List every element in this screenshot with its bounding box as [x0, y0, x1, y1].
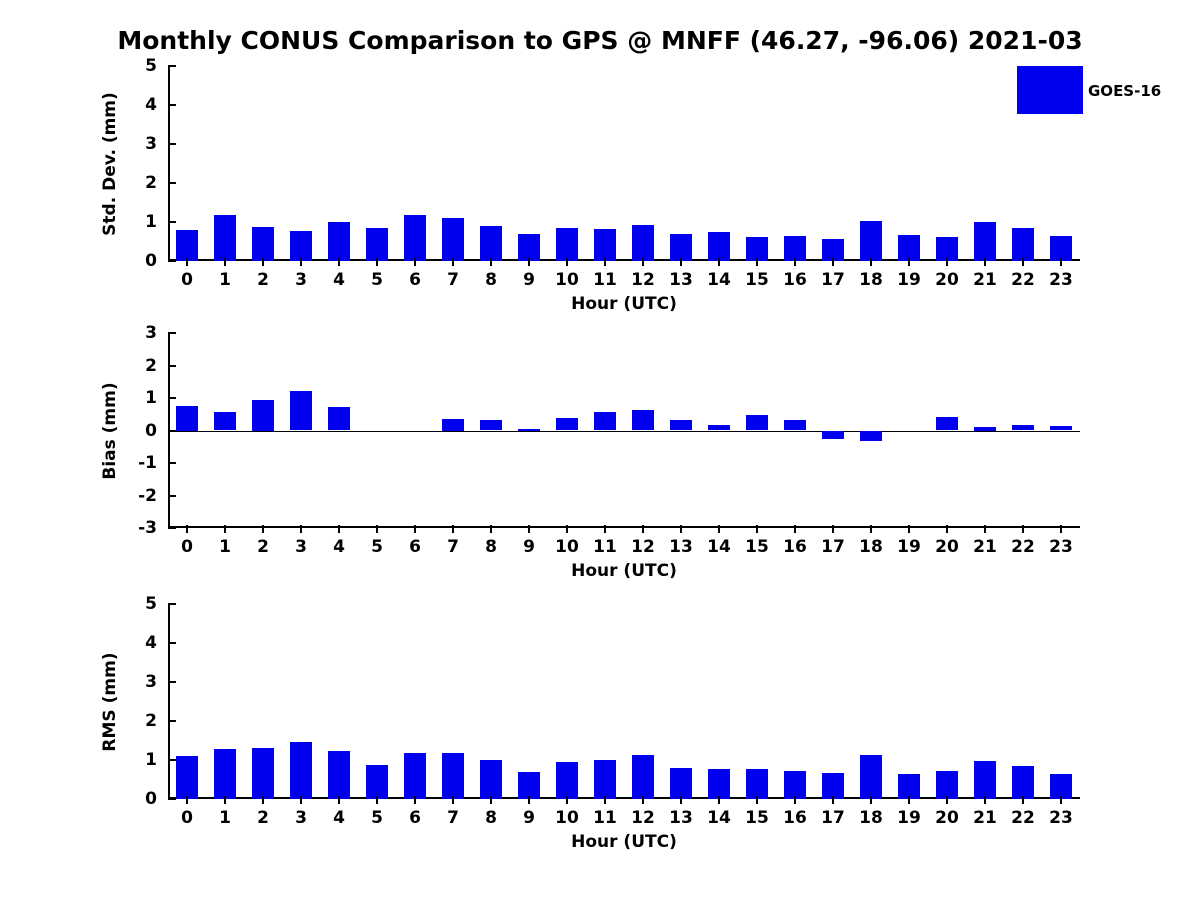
bar-rms-2: [252, 748, 274, 799]
y-tick-mark-std-dev: [168, 182, 176, 184]
x-tick-mark-bias: [224, 525, 226, 533]
x-tick-mark-std-dev: [984, 258, 986, 266]
page-title: Monthly CONUS Comparison to GPS @ MNFF (46.27, -96.06) 2021-03: [117, 26, 1083, 55]
x-tick-label-rms: 22: [1011, 808, 1035, 828]
bar-rms-9: [518, 772, 540, 799]
y-tick-label-std-dev: 3: [145, 134, 157, 154]
x-tick-mark-rms: [528, 796, 530, 804]
bar-bias-17: [822, 431, 844, 439]
x-tick-mark-rms: [946, 796, 948, 804]
x-tick-mark-bias: [984, 525, 986, 533]
x-tick-label-bias: 14: [707, 537, 731, 557]
x-tick-label-bias: 13: [669, 537, 693, 557]
bar-rms-18: [860, 755, 882, 799]
x-tick-label-bias: 23: [1049, 537, 1073, 557]
x-tick-label-rms: 17: [821, 808, 845, 828]
bar-rms-7: [442, 753, 464, 799]
y-tick-mark-rms: [168, 759, 176, 761]
chart-panel-bias: [100, 323, 1080, 581]
bar-rms-12: [632, 755, 654, 799]
x-tick-label-rms: 1: [219, 808, 231, 828]
bar-std-dev-14: [708, 232, 730, 261]
bar-std-dev-13: [670, 234, 692, 261]
x-tick-label-bias: 10: [555, 537, 579, 557]
bar-bias-7: [442, 419, 464, 430]
x-tick-label-rms: 4: [333, 808, 345, 828]
x-tick-mark-std-dev: [794, 258, 796, 266]
y-tick-label-std-dev: 4: [145, 95, 157, 115]
x-tick-label-rms: 16: [783, 808, 807, 828]
x-tick-mark-bias: [566, 525, 568, 533]
plot-area-rms: [145, 594, 1080, 809]
x-tick-label-std-dev: 15: [745, 270, 769, 290]
x-ticks-std-dev: [168, 266, 1080, 292]
bar-rms-10: [556, 762, 578, 799]
bar-std-dev-5: [366, 228, 388, 261]
x-tick-label-std-dev: 7: [447, 270, 459, 290]
x-tick-mark-std-dev: [262, 258, 264, 266]
x-tick-label-std-dev: 16: [783, 270, 807, 290]
bar-bias-3: [290, 391, 312, 431]
x-tick-mark-bias: [414, 525, 416, 533]
x-tick-label-std-dev: 11: [593, 270, 617, 290]
bar-std-dev-3: [290, 231, 312, 261]
x-tick-mark-std-dev: [414, 258, 416, 266]
x-tick-label-bias: 18: [859, 537, 883, 557]
x-tick-label-bias: 2: [257, 537, 269, 557]
y-tick-mark-std-dev: [168, 65, 176, 67]
bar-std-dev-7: [442, 218, 464, 261]
x-tick-mark-std-dev: [376, 258, 378, 266]
x-tick-label-rms: 20: [935, 808, 959, 828]
bar-bias-2: [252, 400, 274, 431]
x-tick-label-std-dev: 0: [181, 270, 193, 290]
x-tick-label-std-dev: 5: [371, 270, 383, 290]
x-tick-label-bias: 12: [631, 537, 655, 557]
x-tick-mark-rms: [338, 796, 340, 804]
x-tick-mark-rms: [718, 796, 720, 804]
x-tick-label-rms: 0: [181, 808, 193, 828]
y-tick-label-bias: -2: [138, 485, 157, 506]
bar-rms-4: [328, 751, 350, 799]
x-tick-label-rms: 14: [707, 808, 731, 828]
x-tick-label-rms: 2: [257, 808, 269, 828]
x-tick-label-rms: 6: [409, 808, 421, 828]
x-tick-label-bias: 16: [783, 537, 807, 557]
bar-std-dev-9: [518, 234, 540, 261]
x-tick-label-bias: 1: [219, 537, 231, 557]
y-tick-mark-rms: [168, 798, 176, 800]
y-tick-mark-bias: [168, 365, 176, 367]
bar-std-dev-11: [594, 229, 616, 261]
bar-std-dev-6: [404, 215, 426, 261]
x-tick-mark-rms: [490, 796, 492, 804]
bar-rms-15: [746, 769, 768, 799]
bars-bias: [168, 333, 1080, 528]
y-axis-label-std-dev: Std. Dev. (mm): [100, 92, 120, 236]
x-tick-mark-std-dev: [300, 258, 302, 266]
x-tick-mark-std-dev: [1022, 258, 1024, 266]
y-tick-label-rms: 1: [145, 750, 157, 770]
x-tick-label-std-dev: 17: [821, 270, 845, 290]
x-tick-label-bias: 5: [371, 537, 383, 557]
x-tick-mark-std-dev: [946, 258, 948, 266]
x-tick-label-std-dev: 2: [257, 270, 269, 290]
bar-bias-9: [518, 429, 540, 431]
x-tick-label-rms: 23: [1049, 808, 1073, 828]
y-tick-label-bias: 2: [145, 355, 157, 376]
x-tick-mark-bias: [186, 525, 188, 533]
x-tick-mark-bias: [452, 525, 454, 533]
x-tick-label-bias: 3: [295, 537, 307, 557]
bar-bias-1: [214, 412, 236, 431]
bar-rms-14: [708, 769, 730, 799]
x-axis-label-std-dev: Hour (UTC): [571, 294, 677, 314]
y-tick-label-bias: 1: [145, 388, 157, 408]
y-tick-mark-std-dev: [168, 104, 176, 106]
bar-rms-13: [670, 768, 692, 799]
x-tick-mark-rms: [870, 796, 872, 804]
x-tick-mark-std-dev: [338, 258, 340, 266]
bar-bias-10: [556, 418, 578, 430]
y-tick-label-std-dev: 1: [145, 212, 157, 232]
bar-bias-4: [328, 407, 350, 430]
y-tick-mark-bias: [168, 430, 176, 432]
y-tick-label-rms: 5: [145, 594, 157, 614]
bar-rms-16: [784, 771, 806, 799]
bar-std-dev-12: [632, 225, 654, 261]
x-tick-mark-rms: [1022, 796, 1024, 804]
x-tick-mark-std-dev: [186, 258, 188, 266]
chart-panel-rms: [100, 594, 1080, 852]
x-tick-label-std-dev: 3: [295, 270, 307, 290]
x-tick-mark-bias: [642, 525, 644, 533]
x-tick-mark-bias: [794, 525, 796, 533]
y-tick-label-bias: 3: [145, 323, 157, 343]
bar-bias-16: [784, 420, 806, 430]
x-tick-mark-rms: [984, 796, 986, 804]
x-tick-label-rms: 5: [371, 808, 383, 828]
y-tick-mark-std-dev: [168, 143, 176, 145]
x-tick-label-std-dev: 21: [973, 270, 997, 290]
x-tick-mark-rms: [376, 796, 378, 804]
x-tick-label-rms: 13: [669, 808, 693, 828]
bar-bias-14: [708, 425, 730, 431]
bar-rms-11: [594, 760, 616, 799]
bar-std-dev-8: [480, 226, 502, 261]
bars-std-dev: [168, 66, 1080, 261]
x-tick-label-std-dev: 20: [935, 270, 959, 290]
x-tick-mark-std-dev: [224, 258, 226, 266]
x-tick-label-std-dev: 6: [409, 270, 421, 290]
x-tick-label-std-dev: 18: [859, 270, 883, 290]
x-tick-label-bias: 0: [181, 537, 193, 557]
y-tick-mark-bias: [168, 332, 176, 334]
y-tick-label-rms: 0: [145, 789, 157, 809]
x-tick-mark-std-dev: [566, 258, 568, 266]
x-tick-mark-bias: [946, 525, 948, 533]
x-tick-mark-bias: [832, 525, 834, 533]
x-tick-mark-std-dev: [908, 258, 910, 266]
x-tick-mark-std-dev: [870, 258, 872, 266]
x-tick-label-rms: 8: [485, 808, 497, 828]
bar-bias-20: [936, 417, 958, 431]
y-tick-label-std-dev: 0: [145, 251, 157, 271]
x-tick-mark-bias: [1060, 525, 1062, 533]
legend-label: GOES-16: [1088, 82, 1162, 100]
y-tick-label-std-dev: 2: [145, 173, 157, 193]
y-tick-mark-rms: [168, 720, 176, 722]
bar-rms-1: [214, 749, 236, 799]
x-tick-mark-std-dev: [642, 258, 644, 266]
x-tick-mark-bias: [870, 525, 872, 533]
x-tick-mark-rms: [452, 796, 454, 804]
bar-std-dev-21: [974, 222, 996, 261]
x-tick-mark-std-dev: [680, 258, 682, 266]
y-tick-label-rms: 3: [145, 672, 157, 692]
x-tick-label-std-dev: 14: [707, 270, 731, 290]
x-tick-label-bias: 19: [897, 537, 921, 557]
plot-area-std-dev: [145, 56, 1080, 271]
x-tick-mark-bias: [490, 525, 492, 533]
x-tick-label-bias: 22: [1011, 537, 1035, 557]
x-tick-mark-rms: [680, 796, 682, 804]
bar-rms-8: [480, 760, 502, 799]
x-tick-mark-bias: [376, 525, 378, 533]
x-tick-mark-rms: [832, 796, 834, 804]
x-tick-label-rms: 15: [745, 808, 769, 828]
y-tick-mark-rms: [168, 642, 176, 644]
plot-area-bias: [138, 323, 1080, 538]
x-ticks-rms: [168, 804, 1080, 830]
chart-panel-std-dev: [100, 56, 1080, 314]
x-tick-mark-rms: [908, 796, 910, 804]
x-tick-mark-rms: [414, 796, 416, 804]
x-tick-label-std-dev: 22: [1011, 270, 1035, 290]
x-tick-label-std-dev: 23: [1049, 270, 1073, 290]
x-tick-label-rms: 11: [593, 808, 617, 828]
x-tick-label-bias: 9: [523, 537, 535, 557]
x-tick-mark-bias: [338, 525, 340, 533]
y-tick-label-rms: 2: [145, 711, 157, 731]
x-tick-label-std-dev: 19: [897, 270, 921, 290]
x-tick-label-rms: 9: [523, 808, 535, 828]
bar-std-dev-10: [556, 228, 578, 261]
x-tick-mark-std-dev: [756, 258, 758, 266]
x-tick-label-bias: 15: [745, 537, 769, 557]
x-tick-mark-bias: [756, 525, 758, 533]
bar-std-dev-22: [1012, 228, 1034, 261]
y-tick-label-bias: -1: [138, 453, 157, 473]
x-tick-label-bias: 4: [333, 537, 345, 557]
x-tick-mark-bias: [604, 525, 606, 533]
y-tick-mark-bias: [168, 397, 176, 399]
y-tick-mark-bias: [168, 462, 176, 464]
x-tick-mark-rms: [756, 796, 758, 804]
y-tick-mark-bias: [168, 495, 176, 497]
y-tick-mark-rms: [168, 603, 176, 605]
bar-rms-5: [366, 765, 388, 799]
x-ticks-bias: [168, 533, 1080, 559]
y-tick-label-bias: -3: [138, 518, 157, 538]
x-tick-mark-rms: [224, 796, 226, 804]
x-tick-label-std-dev: 13: [669, 270, 693, 290]
x-tick-label-std-dev: 4: [333, 270, 345, 290]
x-tick-mark-rms: [566, 796, 568, 804]
bar-rms-22: [1012, 766, 1034, 799]
x-tick-mark-std-dev: [832, 258, 834, 266]
y-tick-mark-rms: [168, 681, 176, 683]
x-tick-mark-rms: [604, 796, 606, 804]
bar-std-dev-18: [860, 221, 882, 261]
x-tick-label-std-dev: 8: [485, 270, 497, 290]
x-tick-label-rms: 19: [897, 808, 921, 828]
x-axis-label-rms: Hour (UTC): [571, 832, 677, 852]
x-tick-label-rms: 21: [973, 808, 997, 828]
y-axis-label-rms: RMS (mm): [100, 652, 120, 752]
x-tick-mark-bias: [262, 525, 264, 533]
x-tick-mark-rms: [262, 796, 264, 804]
x-tick-mark-bias: [528, 525, 530, 533]
bar-bias-18: [860, 431, 882, 442]
bar-rms-21: [974, 761, 996, 799]
x-tick-label-bias: 20: [935, 537, 959, 557]
x-tick-mark-bias: [680, 525, 682, 533]
x-tick-mark-std-dev: [1060, 258, 1062, 266]
y-axis-label-bias: Bias (mm): [100, 382, 120, 480]
x-tick-mark-std-dev: [452, 258, 454, 266]
x-tick-mark-bias: [718, 525, 720, 533]
y-tick-label-rms: 4: [145, 633, 157, 653]
x-tick-label-bias: 21: [973, 537, 997, 557]
x-tick-mark-rms: [186, 796, 188, 804]
x-tick-label-rms: 12: [631, 808, 655, 828]
x-tick-mark-rms: [794, 796, 796, 804]
bar-bias-11: [594, 412, 616, 431]
bar-bias-0: [176, 406, 198, 430]
x-tick-label-rms: 3: [295, 808, 307, 828]
bar-std-dev-1: [214, 215, 236, 261]
bar-std-dev-2: [252, 227, 274, 261]
bar-bias-13: [670, 420, 692, 430]
x-tick-mark-std-dev: [490, 258, 492, 266]
x-tick-label-rms: 18: [859, 808, 883, 828]
bar-rms-3: [290, 742, 312, 799]
x-tick-label-bias: 11: [593, 537, 617, 557]
x-tick-mark-std-dev: [528, 258, 530, 266]
x-tick-label-std-dev: 1: [219, 270, 231, 290]
bar-bias-22: [1012, 425, 1034, 431]
x-tick-label-bias: 17: [821, 537, 845, 557]
x-tick-label-std-dev: 9: [523, 270, 535, 290]
x-tick-mark-bias: [1022, 525, 1024, 533]
x-tick-label-bias: 6: [409, 537, 421, 557]
bar-bias-23: [1050, 426, 1072, 430]
x-tick-label-std-dev: 10: [555, 270, 579, 290]
y-tick-mark-std-dev: [168, 260, 176, 262]
bar-rms-6: [404, 753, 426, 799]
bars-rms: [168, 604, 1080, 799]
bar-std-dev-4: [328, 222, 350, 261]
bar-bias-15: [746, 415, 768, 430]
y-tick-label-std-dev: 5: [145, 56, 157, 76]
x-tick-mark-rms: [642, 796, 644, 804]
x-tick-mark-std-dev: [604, 258, 606, 266]
bar-bias-12: [632, 410, 654, 430]
x-tick-label-std-dev: 12: [631, 270, 655, 290]
bar-bias-21: [974, 427, 996, 430]
x-tick-mark-rms: [300, 796, 302, 804]
x-tick-label-bias: 8: [485, 537, 497, 557]
x-tick-label-rms: 7: [447, 808, 459, 828]
y-tick-mark-std-dev: [168, 221, 176, 223]
x-tick-mark-rms: [1060, 796, 1062, 804]
y-tick-label-bias: 0: [145, 420, 157, 441]
x-tick-mark-std-dev: [718, 258, 720, 266]
bar-rms-0: [176, 756, 198, 799]
x-axis-label-bias: Hour (UTC): [571, 561, 677, 581]
x-tick-mark-bias: [908, 525, 910, 533]
bar-rms-20: [936, 771, 958, 799]
x-tick-label-rms: 10: [555, 808, 579, 828]
bar-bias-8: [480, 420, 502, 430]
x-tick-label-bias: 7: [447, 537, 459, 557]
bar-std-dev-0: [176, 230, 198, 261]
x-tick-mark-bias: [300, 525, 302, 533]
y-tick-mark-bias: [168, 527, 176, 529]
